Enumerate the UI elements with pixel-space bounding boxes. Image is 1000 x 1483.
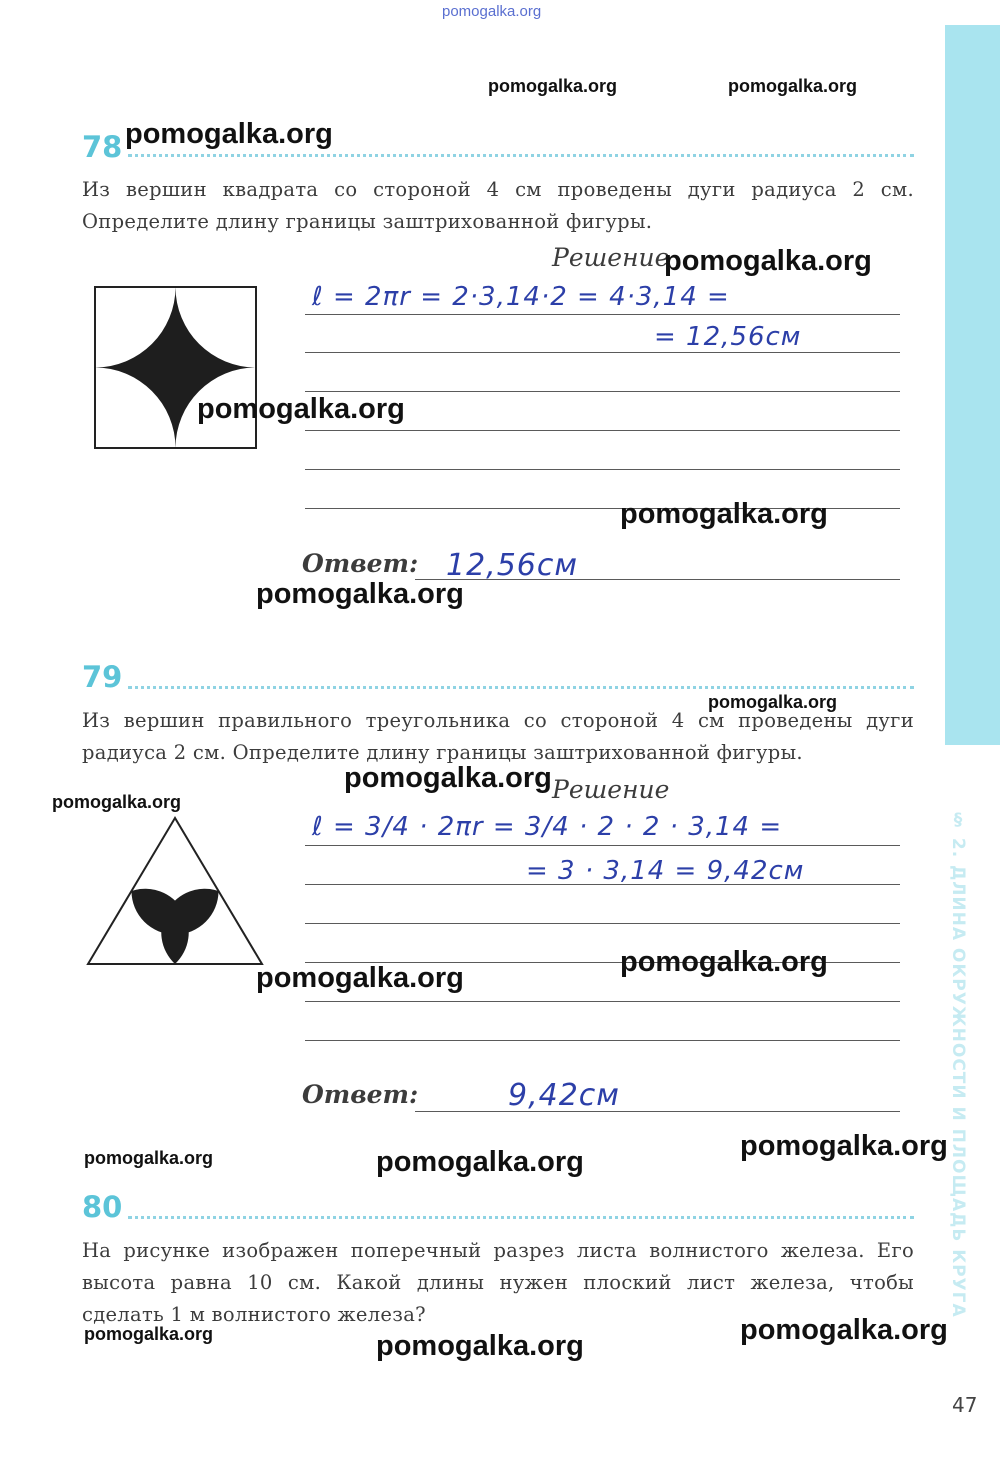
task-78-number: 78 (82, 130, 123, 164)
watermark: pomogalka.org (664, 245, 872, 277)
writing-line (305, 391, 900, 392)
task-79-text: Из вершин правильного треугольника со стороной 4 см проведены дуги радиуса 2 см. Определите длину границы заштрихованной фигуры. (82, 709, 914, 764)
task-80-divider (128, 1216, 914, 1219)
watermark: pomogalka.org (256, 578, 464, 610)
watermark: pomogalka.org (256, 962, 464, 994)
chapter-title: § 2. ДЛИНА ОКРУЖНОСТИ И ПЛОЩАДЬ КРУГА (948, 810, 968, 1318)
task-80-text: На рисунке изображен поперечный разрез листа волнистого железа. Его высота равна 10 см. Какой длины нужен плоский лист железа, чтобы сделать 1 м волнистого железа? (82, 1239, 914, 1326)
watermark: pomogalka.org (52, 792, 182, 812)
watermark: pomogalka.org (84, 1148, 214, 1168)
watermark: pomogalka.org (620, 946, 828, 978)
watermark: pomogalka.org (740, 1314, 948, 1346)
writing-line (305, 469, 900, 470)
watermark: pomogalka.org (376, 1146, 584, 1178)
watermark: pomogalka.org (442, 3, 542, 20)
watermark: pomogalka.org (488, 76, 618, 96)
watermark: pomogalka.org (376, 1330, 584, 1362)
watermark: pomogalka.org (740, 1130, 948, 1162)
page-number: 47 (952, 1393, 978, 1417)
task-79-answer-label: Ответ: (302, 1080, 419, 1109)
task-79-divider (128, 686, 914, 689)
triangle-figure (86, 816, 264, 966)
task-80-number: 80 (82, 1190, 123, 1224)
task-78-divider (128, 154, 914, 157)
writing-line (305, 1040, 900, 1041)
writing-line (305, 1001, 900, 1002)
watermark: pomogalka.org (84, 1324, 214, 1344)
watermark: pomogalka.org (728, 76, 858, 96)
task-79-solution-line-1: ℓ = 3/4 · 2πr = 3/4 · 2 · 2 · 3,14 = (312, 812, 783, 842)
task-78-answer: 12,56см (446, 548, 579, 583)
watermark: pomogalka.org (708, 692, 838, 712)
task-78-text: Из вершин квадрата со стороной 4 см проведены дуги радиуса 2 см. Определите длину границы заштрихованной фигуры. (82, 178, 914, 233)
writing-line (305, 314, 900, 315)
answer-line (415, 1111, 900, 1112)
watermark: pomogalka.org (125, 118, 333, 150)
writing-line (305, 430, 900, 431)
task-79-solution-label: Решение (552, 775, 670, 804)
writing-line (305, 923, 900, 924)
task-78-solution-label: Решение (552, 243, 670, 272)
task-79-answer: 9,42см (508, 1078, 620, 1113)
writing-line (305, 352, 900, 353)
task-79-number: 79 (82, 660, 123, 694)
watermark: pomogalka.org (197, 393, 405, 425)
writing-line (305, 884, 900, 885)
task-78-answer-label: Ответ: (302, 549, 419, 578)
task-79-solution-line-2: = 3 · 3,14 = 9,42см (526, 856, 805, 886)
writing-line (305, 845, 900, 846)
watermark: pomogalka.org (344, 762, 552, 794)
watermark: pomogalka.org (620, 498, 828, 530)
task-78-solution-line-2: = 12,56см (654, 322, 802, 352)
task-78-solution-line-1: ℓ = 2πr = 2·3,14·2 = 4·3,14 = (312, 282, 730, 312)
